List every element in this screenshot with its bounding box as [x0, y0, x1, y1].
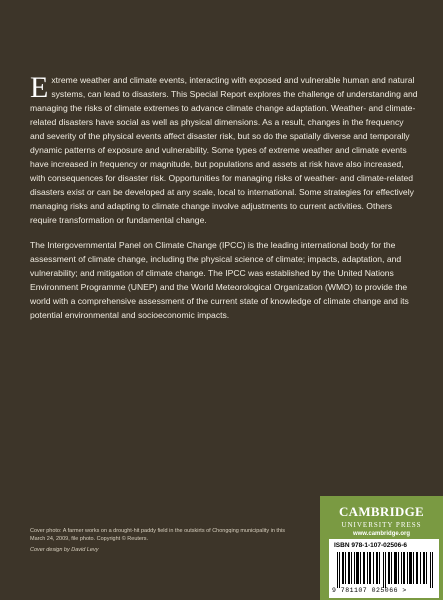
cover-design-credit: Cover design by David Levy: [30, 547, 99, 553]
drop-cap: E: [30, 71, 49, 104]
paragraph-summary-text: xtreme weather and climate events, interacting with exposed and vulnerable human and natural systems, can lead to disasters. This Special Report explores the challenge of understanding and managing the risks of climate extremes to advance climate change adaptation. Weather- and climate-related disasters have social as well as physical dimensions. As a result, changes in the frequency and severity of the physical events affect disaster risk, but so do the spatially diverse and temporally dynamic patterns of exposure and vulnerability. Some types of extreme weather and climate events have increased in frequency or magnitude, but populations and assets at risk have also increased, with consequences for disaster risk. Opportunities for managing risks of weather- and climate-related disasters exist or can be developed at any scale, local to international. Some strategies for effectively managing risks and adapting to climate change involve adjustments to current activities. Others require transformation or fundamental change.: [30, 75, 418, 225]
isbn-label: ISBN 978-1-107-02506-6: [334, 542, 407, 549]
barcode: [329, 539, 439, 598]
cover-photo-credit: Cover photo: A farmer works on a drought-hit paddy field in the outskirts of Chongqing municipality in this March 24, 2009, file photo. Copyright © Reuters.: [30, 528, 285, 542]
paragraph-ipcc: The Intergovernmental Panel on Climate Change (IPCC) is the leading international body for the assessment of climate change, including the physical science of climate; impacts, adaptation, and vulnerability; and mitigation of climate change. The IPCC was established by the United Nations Environment Programme (UNEP) and the World Meteorological Organization (WMO) to provide the world with a comprehensive assessment of the current state of knowledge of climate change and its potential environmental and socioeconomic impacts.: [30, 240, 409, 320]
barcode-digits: 9 781107 025066 >: [332, 587, 407, 594]
publisher-url: www.cambridge.org: [352, 531, 411, 537]
credits: [30, 528, 300, 555]
barcode-icon: [337, 552, 433, 588]
paragraph-summary: [30, 73, 420, 227]
publisher-logo-subname: UNIVERSITY PRESS: [341, 521, 422, 529]
publisher-logo-name: CAMBRIDGE: [338, 504, 425, 519]
